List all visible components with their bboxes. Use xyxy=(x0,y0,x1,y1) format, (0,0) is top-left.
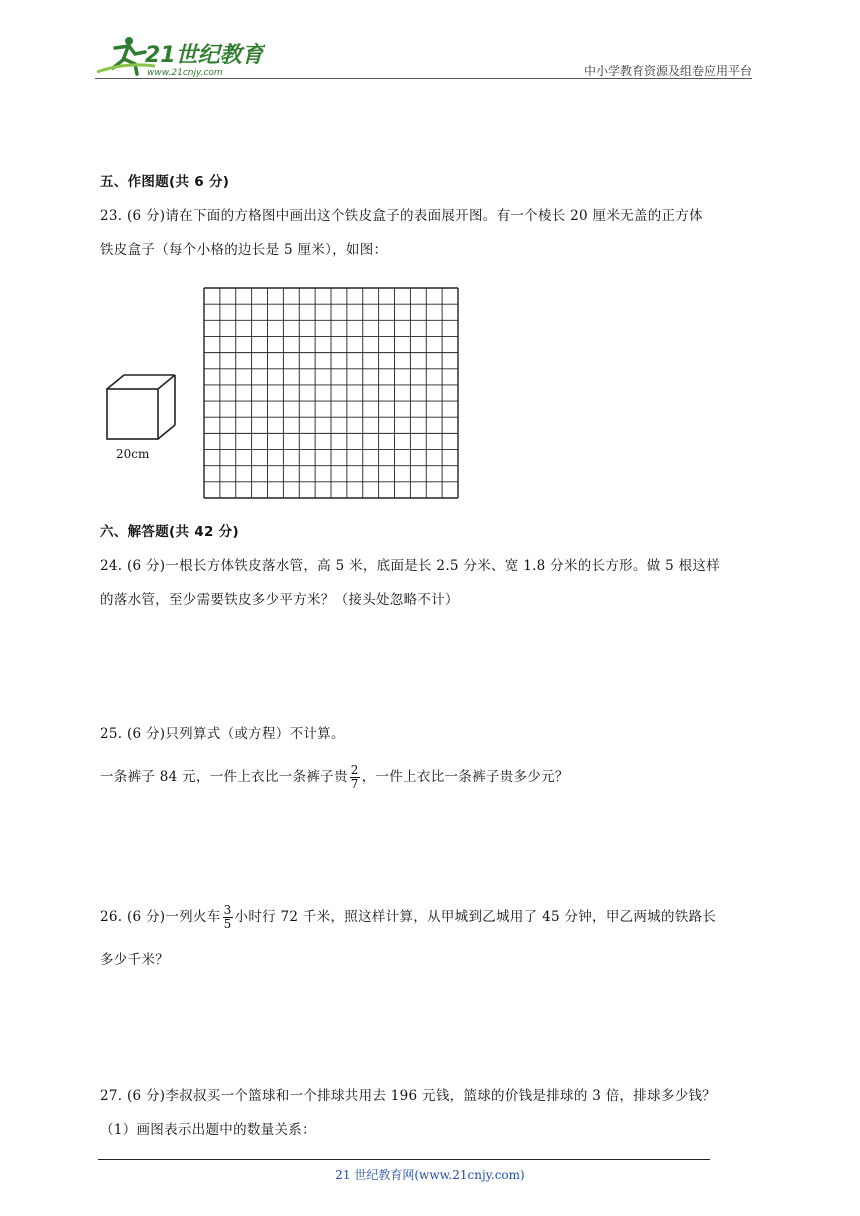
q23-line-1: 23. (6 分)请在下面的方格图中画出这个铁皮盒子的表面展开图。有一个棱长 20 厘米无盖的正方体 xyxy=(100,208,703,224)
q23-line-2: 铁皮盒子（每个小格的边长是 5 厘米），如图： xyxy=(100,242,388,258)
footer-divider xyxy=(98,1159,710,1160)
q25-frac-num: 2 xyxy=(350,763,359,777)
q24-line-2: 的落水管，至少需要铁皮多少平方米？（接头处忽略不计） xyxy=(100,592,459,608)
q25-fraction xyxy=(350,764,360,791)
cube-figure xyxy=(104,372,182,462)
q26-text-a: 26. (6 分)一列火车 xyxy=(100,909,221,925)
cube-edge-label: 20cm xyxy=(116,447,150,461)
q25-text-b: ，一件上衣比一条裤子贵多少元？ xyxy=(361,769,569,785)
q25-frac-den: 7 xyxy=(350,777,359,791)
section-5-title: 五、作图题(共 6 分) xyxy=(100,174,230,190)
q26-frac-num: 3 xyxy=(223,903,232,917)
q25-line-2 xyxy=(100,760,569,794)
q27-sub-1: （1）画图表示出题中的数量关系： xyxy=(100,1122,316,1138)
footer-text: 21 世纪教育网(www.21cnjy.com) xyxy=(335,1168,525,1182)
header-divider xyxy=(95,78,752,79)
q26-frac-den: 5 xyxy=(223,917,232,931)
section-6-title: 六、解答题(共 42 分) xyxy=(100,524,239,540)
q26-line-1 xyxy=(100,900,716,934)
q26-fraction xyxy=(223,904,233,931)
header-platform-text: 中小学教育资源及组卷应用平台 xyxy=(583,64,752,78)
drawing-grid[interactable] xyxy=(200,286,462,502)
logo-url: www.21cnjy.com xyxy=(147,68,223,78)
q27-line-1: 27. (6 分)李叔叔买一个篮球和一个排球共用去 196 元钱，篮球的价钱是排球的 3 倍，排球多少钱？ xyxy=(100,1088,717,1104)
q24-line-1: 24. (6 分)一根长方体铁皮落水管，高 5 米，底面是长 2.5 分米、宽 1.8 分米的长方形。做 5 根这样 xyxy=(100,558,721,574)
q25-text-a: 一条裤子 84 元，一件上衣比一条裤子贵 xyxy=(100,769,348,785)
q25-line-1: 25. (6 分)只列算式（或方程）不计算。 xyxy=(100,726,345,742)
logo-text: 21世纪教育 xyxy=(145,43,264,68)
site-logo xyxy=(95,32,265,80)
q26-text-b: 小时行 72 千米，照这样计算，从甲城到乙城用了 45 分钟，甲乙两城的铁路长 xyxy=(234,909,717,925)
q26-line-2: 多少千米？ xyxy=(100,952,169,968)
